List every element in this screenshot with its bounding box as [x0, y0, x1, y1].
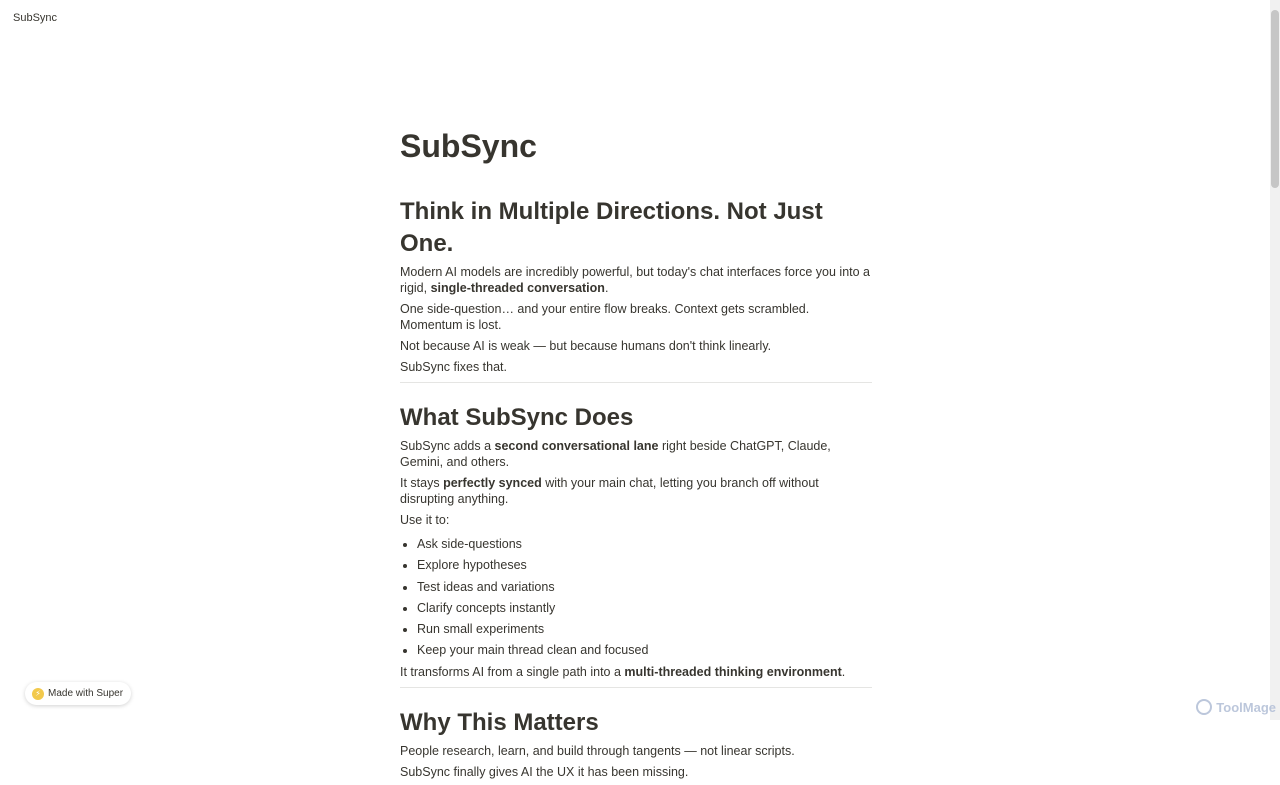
paragraph: SubSync fixes that.: [400, 360, 508, 374]
divider: [400, 687, 872, 688]
text: It stays: [400, 476, 444, 490]
section-what-subsync-does: [400, 402, 872, 680]
paragraph: Use it to:: [400, 513, 450, 527]
divider: [400, 382, 872, 383]
text: .: [841, 665, 846, 680]
page-content: [400, 126, 872, 785]
section-heading: Why This Matters: [400, 709, 599, 737]
list-item: • Keep your main thread clean and focused: [417, 642, 872, 658]
bold-text: second conversational lane: [494, 439, 659, 453]
scrollbar[interactable]: [1270, 0, 1280, 720]
paragraph: One side-question… and your entire flow breaks. Context gets scrambled. Momentum is lost.: [400, 302, 810, 332]
paragraph: SubSync finally gives AI the UX it has been missing.: [400, 765, 689, 780]
scrollbar-thumb[interactable]: [1271, 10, 1279, 188]
paragraph: [400, 664, 872, 680]
list-item: • Explore hypotheses: [417, 557, 872, 573]
list-item: • Ask side-questions: [417, 536, 872, 552]
uses-list: [400, 536, 872, 658]
bolt-icon: ⚡: [32, 688, 44, 700]
paragraph: [400, 438, 872, 470]
list-item: • Test ideas and variations: [417, 579, 872, 595]
section-heading: Think in Multiple Directions. Not Just One.: [400, 198, 823, 257]
made-with-super-badge[interactable]: [25, 682, 131, 705]
text: .: [604, 281, 609, 295]
site-title[interactable]: SubSync: [13, 12, 58, 24]
toolmage-logo-icon: [1196, 699, 1212, 715]
paragraph: [400, 264, 872, 296]
text: right beside ChatGPT, Claude, Gemini, and others.: [400, 439, 831, 469]
paragraph: [400, 475, 872, 507]
list-item: • Run small experiments: [417, 621, 872, 637]
section-why-this-matters: [400, 707, 872, 780]
toolmage-watermark: [1196, 699, 1276, 715]
badge-label: Made with Super: [48, 688, 124, 699]
bold-text: multi-threaded thinking environment: [624, 665, 842, 680]
paragraph: People research, learn, and build through tangents — not linear scripts.: [400, 744, 795, 759]
paragraph: Not because AI is weak — but because humans don't think linearly.: [400, 339, 772, 353]
text: Modern AI models are incredibly powerful, but today's chat interfaces force you into a rigid,: [400, 265, 870, 295]
page-title: SubSync: [400, 128, 537, 164]
watermark-label: ToolMage: [1216, 699, 1276, 715]
text: SubSync adds a: [400, 439, 495, 453]
section-heading: What SubSync Does: [400, 404, 634, 431]
bold-text: single-threaded conversation: [430, 281, 605, 295]
text: with your main chat, letting you branch off without disrupting anything.: [400, 476, 819, 506]
section-think-multiple: [400, 196, 872, 375]
text: It transforms AI from a single path into a: [400, 665, 625, 680]
bold-text: perfectly synced: [443, 476, 542, 490]
list-item: • Clarify concepts instantly: [417, 600, 872, 616]
